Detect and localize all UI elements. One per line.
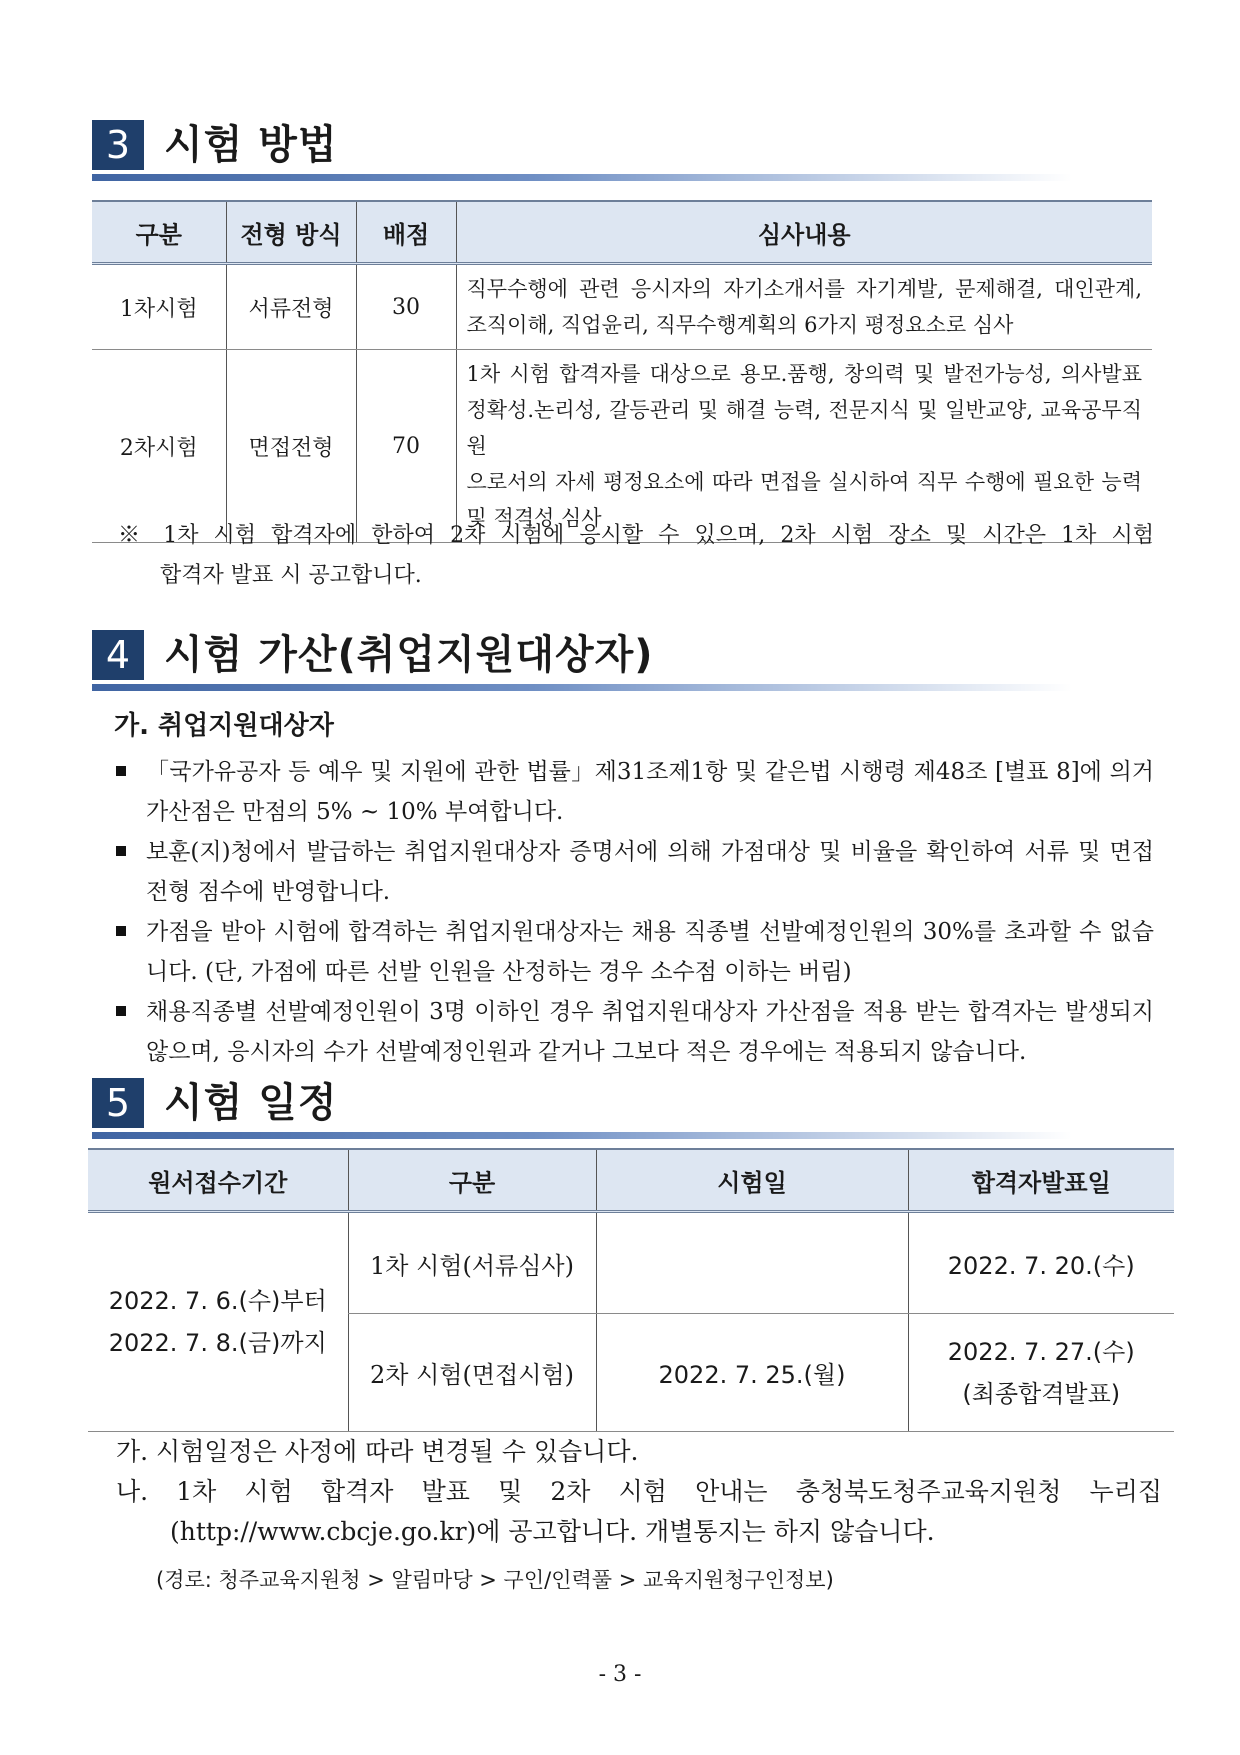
bullet-square-icon: [116, 1006, 126, 1016]
header-category: 구분: [92, 201, 226, 264]
section-number: 5: [92, 1078, 144, 1128]
round-cell: 2차시험: [92, 350, 226, 543]
content-cell: [456, 350, 1152, 543]
content-line: 및 적격성 심사: [466, 506, 602, 530]
content-line: 으로서의 자세 평정요소에 따라 면접을 실시하여 직무 수행에 필요한 능력: [466, 470, 1142, 494]
navigation-path-note: (경로: 청주교육지원청 > 알림마당 > 구인/인력풀 > 교육지원청구인정보): [156, 1568, 834, 1592]
announce-date-cell: 2022. 7. 27.(수) (최종합격발표): [908, 1314, 1174, 1432]
content-line: 1차 시험 합격자를 대상으로 용모.품행, 창의력 및 발전가능성, 의사발표: [466, 362, 1142, 386]
header-score: 배점: [356, 201, 456, 264]
round-cell: 1차시험: [92, 264, 226, 350]
list-item: 채용직종별 선발예정인원이 3명 이하인 경우 취업지원대상자 가산점을 적용 받는 합격자는 발생되지 않으며, 응시자의 수가 선발예정인원과 같거나 그보다 적은 경우에는 적용되지 않습니다.: [112, 992, 1154, 1072]
exam-method-table: [92, 200, 1152, 543]
content-line: 정확성.논리성, 갈등관리 및 해결 능력, 전문지식 및 일반교양, 교육공무직원: [466, 398, 1142, 458]
header-category: 구분: [348, 1149, 596, 1212]
section5-heading: [92, 1078, 1152, 1148]
table-row: [92, 350, 1152, 543]
section-title: 시험 가산(취업지원대상자): [164, 632, 654, 678]
header-method: 전형 방식: [226, 201, 356, 264]
bonus-bullet-list: [112, 752, 1154, 1072]
exam-date-cell: 2022. 7. 25.(월): [596, 1314, 908, 1432]
header-exam-date: 시험일: [596, 1149, 908, 1212]
content-line: 조직이해, 직업윤리, 직무수행계획의 6가지 평정요소로 심사: [466, 313, 1014, 337]
bullet-square-icon: [116, 766, 126, 776]
list-item: 보훈(지)청에서 발급하는 취업지원대상자 증명서에 의해 가점대상 및 비율을 확인하여 서류 및 면접전형 점수에 반영합니다.: [112, 832, 1154, 912]
footnote-line: (http://www.cbcje.go.kr)에 공고합니다. 개별통지는 하지 않습니다.: [170, 1517, 935, 1546]
exam-note: [118, 516, 1154, 596]
section-title: 시험 일정: [164, 1080, 338, 1126]
exam-date-cell: [596, 1212, 908, 1314]
schedule-type-cell: 2차 시험(면접시험): [348, 1314, 596, 1432]
content-line: 직무수행에 관련 응시자의 자기소개서를 자기계발, 문제해결, 대인관계,: [466, 277, 1142, 301]
section-underline: [92, 1132, 1072, 1139]
section-underline: [92, 684, 1072, 691]
section4-heading: [92, 630, 1152, 700]
footnote-line: 가. 시험일정은 사정에 따라 변경될 수 있습니다.: [116, 1437, 639, 1466]
score-cell: 30: [356, 264, 456, 350]
note-line: 합격자 발표 시 공고합니다.: [160, 563, 422, 588]
section3-heading: [92, 120, 1152, 190]
section-number: 4: [92, 630, 144, 680]
score-cell: 70: [356, 350, 456, 543]
announce-date-cell: 2022. 7. 20.(수): [908, 1212, 1174, 1314]
table-row: [88, 1212, 1174, 1314]
note-line: ※ 1차 시험 합격자에 한하여 2차 시험에 응시할 수 있으며, 2차 시험 장소 및 시간은 1차 시험: [118, 523, 1154, 548]
header-announcement-date: 합격자발표일: [908, 1149, 1174, 1212]
section-number: 3: [92, 120, 144, 170]
method-cell: 면접전형: [226, 350, 356, 543]
exam-schedule-table: [88, 1148, 1174, 1432]
footnote-line: 나. 1차 시험 합격자 발표 및 2차 시험 안내는 충청북도청주교육지원청 누리집: [116, 1477, 1162, 1506]
bullet-square-icon: [116, 926, 126, 936]
schedule-footnotes: [116, 1432, 1162, 1552]
content-cell: [456, 264, 1152, 350]
section-title: 시험 방법: [164, 122, 338, 168]
list-item: 「국가유공자 등 예우 및 지원에 관한 법률」제31조제1항 및 같은법 시행령 제48조 [별표 8]에 의거 가산점은 만점의 5% ~ 10% 부여합니다.: [112, 752, 1154, 832]
method-cell: 서류전형: [226, 264, 356, 350]
table-header-row: [92, 201, 1152, 264]
header-application-period: 원서접수기간: [88, 1149, 348, 1212]
application-period-cell: 2022. 7. 6.(수)부터 2022. 7. 8.(금)까지: [88, 1212, 348, 1432]
subsection-title: 가. 취업지원대상자: [114, 711, 334, 741]
page-number: - 3 -: [598, 1662, 642, 1687]
bullet-square-icon: [116, 846, 126, 856]
list-item: 가점을 받아 시험에 합격하는 취업지원대상자는 채용 직종별 선발예정인원의 30%를 초과할 수 없습니다. (단, 가점에 따른 선발 인원을 산정하는 경우 소수점 이하는 버림): [112, 912, 1154, 992]
table-header-row: [88, 1149, 1174, 1212]
schedule-type-cell: 1차 시험(서류심사): [348, 1212, 596, 1314]
table-row: [92, 264, 1152, 350]
header-content: 심사내용: [456, 201, 1152, 264]
section-underline: [92, 174, 1072, 181]
